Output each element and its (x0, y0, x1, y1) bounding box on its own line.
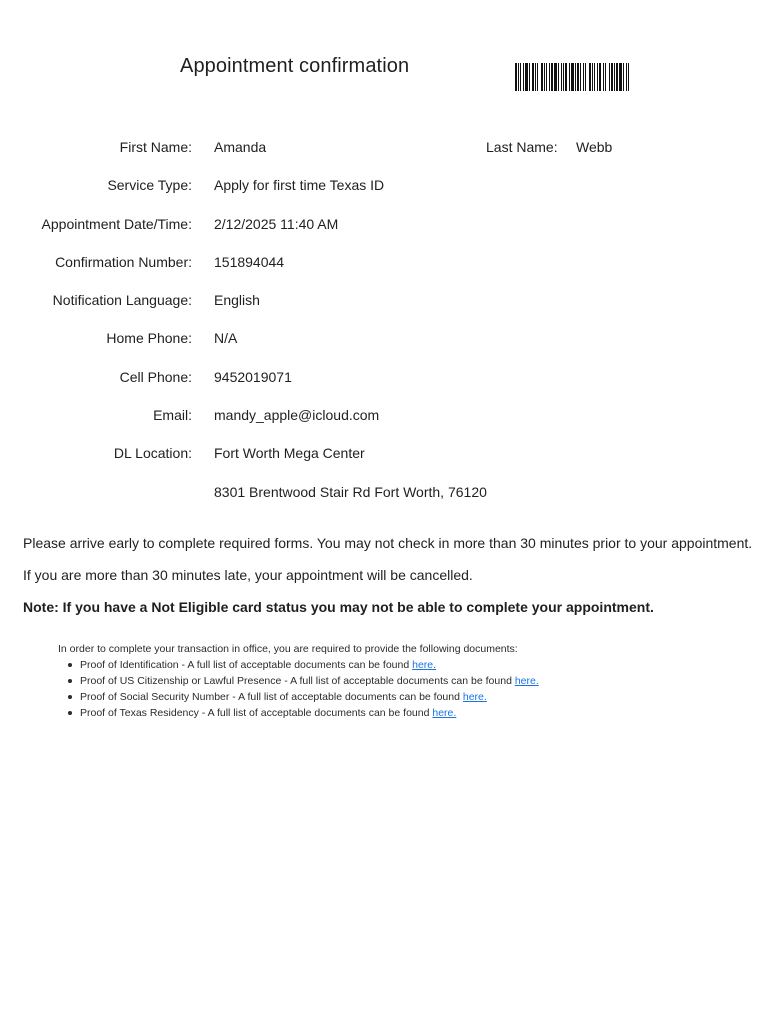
barcode-bar (619, 63, 622, 91)
barcode-bar (520, 63, 521, 91)
appointment-datetime-value: 2/12/2025 11:40 AM (214, 216, 339, 232)
barcode-bar (532, 63, 534, 91)
bullet-icon (68, 711, 72, 715)
barcode-bar (515, 63, 517, 91)
barcode-icon (515, 63, 676, 91)
dl-location-address: 8301 Brentwood Stair Rd Fort Worth, 76120 (214, 484, 487, 500)
barcode-bar (592, 63, 593, 91)
documents-list (66, 657, 539, 721)
service-type-row (0, 175, 768, 195)
barcode-bar (518, 63, 519, 91)
barcode-bar (626, 63, 627, 91)
identification-documents-link[interactable]: here. (412, 659, 437, 671)
barcode-bar (597, 63, 598, 91)
barcode-bar (628, 63, 629, 91)
dl-location-row (0, 443, 768, 463)
dl-location-value: Fort Worth Mega Center (214, 445, 365, 461)
service-type-label: Service Type: (107, 177, 192, 193)
barcode-bar (583, 63, 584, 91)
email-label: Email: (153, 407, 192, 423)
barcode-bar (558, 63, 559, 91)
home-phone-label: Home Phone: (106, 330, 192, 346)
confirmation-number-row (0, 252, 768, 272)
barcode-bar (549, 63, 550, 91)
document-item-text: Proof of US Citizenship or Lawful Presence - A full list of acceptable documents can be found (80, 675, 515, 687)
page-title: Appointment confirmation (180, 55, 410, 77)
ssn-documents-link[interactable]: here. (462, 691, 487, 703)
barcode-bar (569, 63, 570, 91)
last-name-value: Webb (576, 139, 613, 155)
barcode-bar (614, 63, 615, 91)
barcode-bar (529, 63, 530, 91)
barcode-bar (594, 63, 595, 91)
notification-language-row (0, 290, 768, 310)
barcode-bar (537, 63, 538, 91)
email-row (0, 405, 768, 425)
email-value: mandy_apple@icloud.com (214, 407, 380, 423)
barcode-bar (525, 63, 528, 91)
barcode-bar (551, 63, 553, 91)
barcode-bar (561, 63, 562, 91)
first-name-label: First Name: (119, 139, 192, 155)
barcode-bar (575, 63, 576, 91)
barcode-bar (623, 63, 624, 91)
barcode-bar (523, 63, 524, 91)
barcode-bar (563, 63, 564, 91)
barcode-bar (599, 63, 601, 91)
confirmation-number-value: 151894044 (214, 254, 285, 270)
document-item-text: Proof of Texas Residency - A full list of acceptable documents can be found (80, 707, 433, 719)
last-name-label: Last Name: (486, 139, 558, 155)
arrive-early-notice: Please arrive early to complete required forms. You may not check in more than 30 minutes prior to your appointment. (23, 535, 753, 551)
documents-intro: In order to complete your transaction in office, you are required to provide the following documents: (58, 643, 518, 655)
dl-location-label: DL Location: (113, 445, 192, 461)
barcode-bar (611, 63, 613, 91)
document-item-residency (66, 705, 539, 721)
appointment-datetime-row (0, 214, 768, 234)
required-documents (58, 641, 539, 721)
service-type-value: Apply for first time Texas ID (214, 177, 385, 193)
barcode-bar (546, 63, 547, 91)
barcode-bar (580, 63, 581, 91)
barcode-bar (589, 63, 591, 91)
first-name-row (0, 137, 768, 157)
document-item-citizenship (66, 673, 539, 689)
barcode-bar (616, 63, 618, 91)
not-eligible-note: Note: If you have a Not Eligible card status you may not be able to complete your appointment. (23, 599, 654, 615)
barcode-bar (603, 63, 604, 91)
home-phone-row (0, 328, 768, 348)
document-item-identification (66, 657, 539, 673)
bullet-icon (68, 663, 72, 667)
barcode-bar (544, 63, 545, 91)
home-phone-value: N/A (214, 330, 238, 346)
residency-documents-link[interactable]: here. (432, 707, 457, 719)
barcode-bar (605, 63, 606, 91)
bullet-icon (68, 679, 72, 683)
barcode-bar (541, 63, 543, 91)
appointment-datetime-label: Appointment Date/Time: (41, 216, 192, 232)
cell-phone-row (0, 367, 768, 387)
late-notice: If you are more than 30 minutes late, your appointment will be cancelled. (23, 567, 473, 583)
dl-address-row (0, 482, 768, 502)
document-item-text: Proof of Identification - A full list of acceptable documents can be found (80, 659, 413, 671)
document-item-ssn (66, 689, 539, 705)
barcode-bar (609, 63, 610, 91)
notification-language-value: English (214, 292, 260, 308)
cell-phone-value: 9452019071 (214, 369, 292, 385)
barcode-bar (577, 63, 579, 91)
barcode-bar (585, 63, 586, 91)
barcode-bar (571, 63, 574, 91)
barcode-bar (565, 63, 567, 91)
citizenship-documents-link[interactable]: here. (514, 675, 539, 687)
first-name-value: Amanda (214, 139, 267, 155)
confirmation-number-label: Confirmation Number: (55, 254, 192, 270)
barcode-bar (554, 63, 557, 91)
notification-language-label: Notification Language: (52, 292, 192, 308)
cell-phone-label: Cell Phone: (119, 369, 192, 385)
document-item-text: Proof of Social Security Number - A full list of acceptable documents can be found (80, 691, 463, 703)
barcode-bar (535, 63, 536, 91)
bullet-icon (68, 695, 72, 699)
